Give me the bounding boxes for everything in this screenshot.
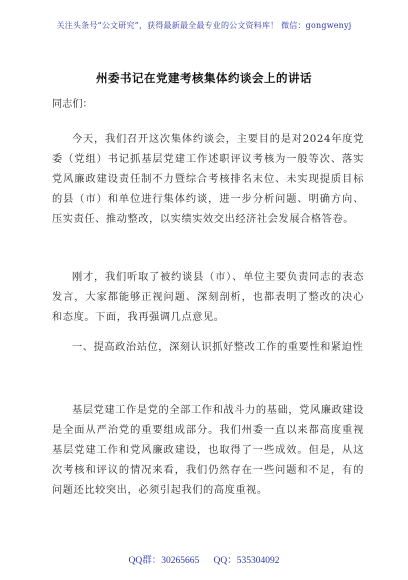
document-title: 州委书记在党建考核集体约谈会上的讲话: [96, 71, 312, 85]
promo-banner: 关注头条号“公文研究”，获得最新最全最专业的公文资料库！ 微信：gongwenyj: [56, 21, 352, 30]
contact-footer: [0, 552, 408, 566]
qq-number-text: QQ：535304092: [213, 556, 280, 566]
section-heading: 一、提高政治站位，深刻认识抓好整改工作的重要性和紧迫性: [72, 342, 364, 353]
qq-group-text: QQ群：30265665: [128, 556, 200, 566]
paragraph-intro: 今天，我们召开这次集体约谈会，主要目的是对2024年度党委（党组）书记抓基层党建工作述职评议考核为一般等次、落实党风廉政建设责任制不力暨综合考核排名末位、未实现提质目标的县（市）和单位进行集体约谈，进一步分析问题、明确方向、压实责任、推动整改，以实绩实效交出经济社会发展合格答卷。: [52, 134, 364, 225]
paragraph-remarks: 刚才，我们听取了被约谈县（市）、单位主要负责同志的表态发言，大家都能够正视问题、深刻剖析，也都表明了整改的决心和态度。下面，我再强调几点意见。: [52, 272, 364, 323]
paragraph-body: 基层党建工作是党的全部工作和战斗力的基础，党风廉政建设是全面从严治党的重要组成部分。我们州委一直以来都高度重视基层党建工作和党风廉政建设，也取得了一些成效。但是，从这次考核和评议的情况来看，我们仍然存在一些问题和不足，有的问题还比较突出，必须引起我们的高度重视。: [52, 405, 364, 496]
salutation: 同志们：: [52, 99, 93, 110]
